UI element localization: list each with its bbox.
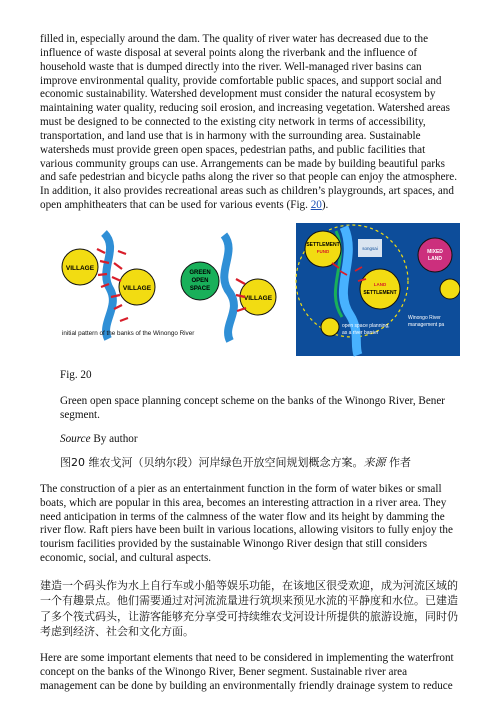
body-paragraph-2: The construction of a pier as an entertainment function in the form of water bikes or small boats, which are popular in this area, becomes an interesting attraction in a river area. They need anticipation in terms of the calmness of the water flow and its height by damming the river flow. Raft piers have been built in various locations, allowing visitors to fully enjoy the tourism facilities provided by the sustainable Winongo River design that still considers economic, social, and cultural aspects. [40, 482, 453, 565]
svg-text:OPEN: OPEN [191, 277, 209, 284]
svg-text:FUND: FUND [316, 248, 330, 254]
figure-right-panel [296, 223, 460, 356]
svg-text:VILLAGE: VILLAGE [122, 284, 152, 292]
figure-source [60, 433, 460, 447]
svg-text:SPACE: SPACE [189, 285, 211, 292]
svg-text:MIXED: MIXED [427, 248, 443, 255]
yellow-circle-right [440, 279, 460, 299]
svg-text:LAND: LAND [373, 281, 387, 287]
svg-text:songsai: songsai [362, 245, 378, 251]
chinese-paragraph: 建造一个码头作为水上自行车或小船等娱乐功能，在该地区很受欢迎，成为河流区域的一个有趣景点。他们需要通过对河流流量进行筑坝来预见水流的平静度和水位。已建造了多个筏式码头，让游客能够充分享受可持续维农戈河设计所提供的旅游设施，同时仍考虑到经济、社会和文化方面。 [40, 578, 458, 639]
svg-text:management pa: management pa [408, 321, 445, 328]
figure-20-image [40, 219, 460, 357]
figure-caption: Green open space planning concept scheme on the banks of the Winongo River, Bener segment. [60, 394, 445, 421]
body-paragraph-1 [40, 33, 460, 213]
figure-label: Fig. 20 [60, 368, 92, 381]
svg-text:SETTLEMENT: SETTLEMENT [363, 289, 397, 296]
figure-20 [40, 219, 460, 357]
source-author: By author [90, 432, 138, 445]
svg-text:SETTLEMENT: SETTLEMENT [306, 241, 340, 248]
figure-left-panel [62, 233, 194, 339]
mixed-land-circle [418, 238, 452, 272]
svg-text:GREEN: GREEN [189, 269, 211, 276]
body-paragraph-3: Here are some important elements that need to be considered in implementing the waterfront concept on the banks of the Winongo River, Bener segment. Sustainable river area management can be done by building an environmentally friendly drainage system to reduce [40, 651, 454, 692]
svg-text:VILLAGE: VILLAGE [65, 264, 95, 272]
chinese-caption-main: 图20 维农戈河（贝纳尔段）河岸绿色开放空间规划概念方案。 [60, 456, 364, 470]
source-italic: Source [60, 432, 91, 445]
chinese-caption-italic: 来源 [363, 456, 386, 470]
chinese-caption-end: 作者 [385, 456, 411, 470]
svg-text:as a river barrier: as a river barrier [342, 329, 379, 336]
svg-text:LAND: LAND [428, 255, 442, 262]
svg-text:open space planning,: open space planning, [342, 322, 390, 329]
document-page [40, 33, 460, 693]
chinese-figure-caption [60, 455, 460, 471]
svg-text:Winongo River: Winongo River [408, 314, 441, 321]
yellow-circle-bottom [321, 318, 339, 336]
svg-text:initial pattern of the banks o: initial pattern of the banks of the Winongo River [62, 329, 195, 337]
settlement-circle-bottom [360, 269, 400, 309]
river-middle [224, 235, 234, 341]
figure-20-link[interactable]: 20 [310, 199, 322, 212]
figure-middle-panel [181, 235, 276, 341]
paragraph-1-text: filled in, especially around the dam. The quality of river water has decreased due to the influence of waste disposal at several points along the riverbank and the influence of household waste that is dumped directly into the river. Well-managed river basins can improve environmental quality, provide comfortable public spaces, and support social and economic sustainability. Watershed development must consider the natural ecosystem by maintaining water quality, reducing soil erosion, and increasing vegetation. Watershed areas must be designed to be connected to the existing city network in terms of accessibility, transportation, and land use that is in harmony with the surrounding area. Sustainable watersheds must provide green open spaces, pedestrian paths, and public facilities that various community groups can use. Arrangements can be made by building beautiful parks and safe pedestrian and bicycle paths along the river so that people can enjoy the atmosphere. In addition, it also provides recreational areas such as children’s playgrounds, art spaces, and open amphitheaters that can be used for various events (Fig. [40, 33, 458, 212]
svg-text:VILLAGE: VILLAGE [243, 294, 273, 302]
paragraph-1-end: ). [321, 199, 329, 212]
